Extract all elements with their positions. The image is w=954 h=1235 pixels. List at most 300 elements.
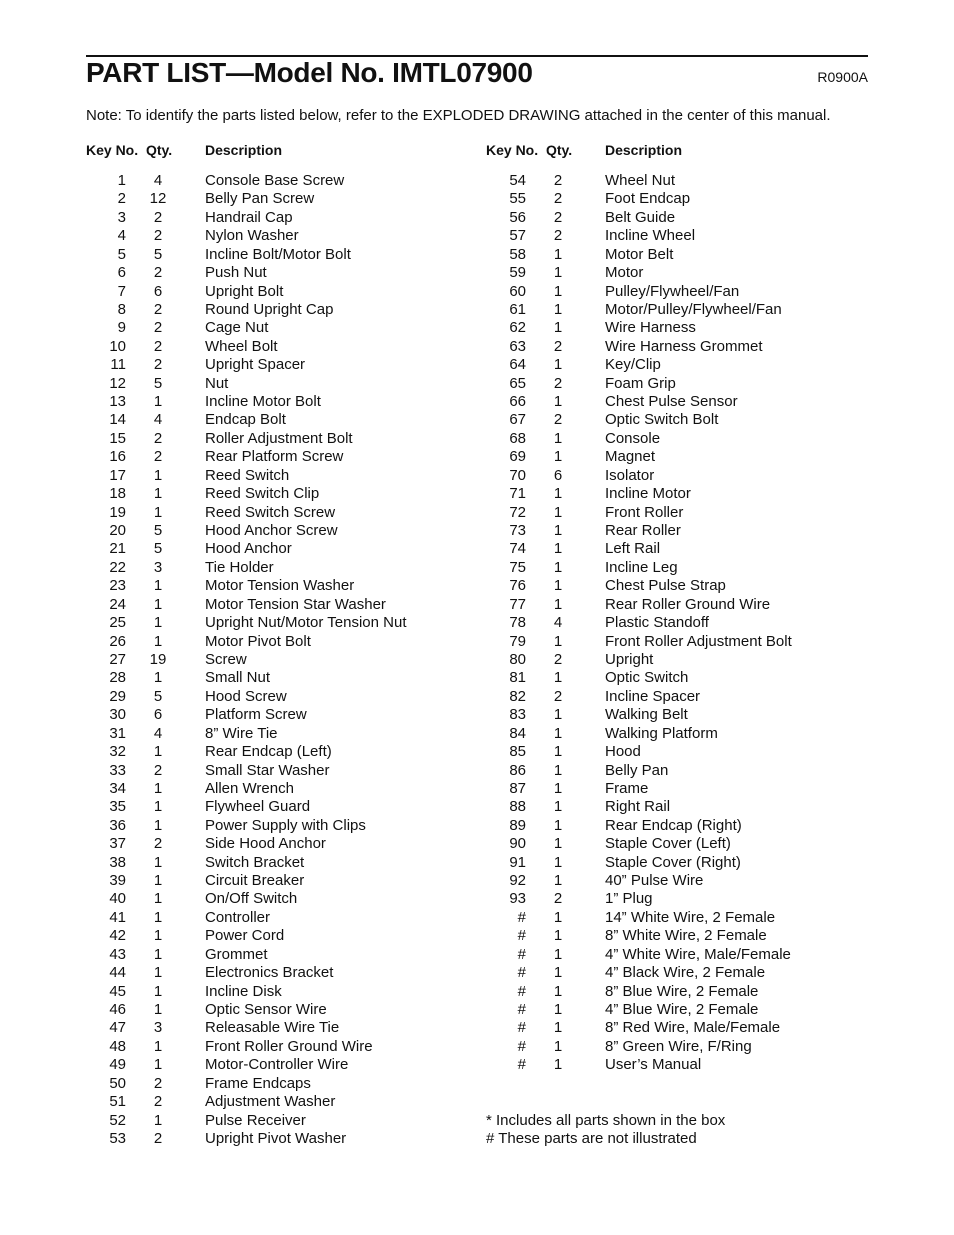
part-description: 4” Blue Wire, 2 Female [605,1000,759,1018]
part-key-no: # [517,945,526,963]
part-row [86,430,466,448]
part-key-no: 71 [509,485,526,503]
part-row [486,835,866,853]
part-description: Electronics Bracket [205,964,334,982]
part-description: Walking Belt [605,706,688,724]
header-qty: Qty. [546,142,573,158]
part-description: Upright Pivot Washer [205,1129,347,1147]
part-row [86,375,466,393]
part-description: Walking Platform [605,724,718,742]
part-qty: 2 [153,1074,163,1092]
part-row [486,817,866,835]
part-key-no: 7 [117,282,126,300]
part-row [486,356,866,374]
part-description: Small Star Washer [205,761,330,779]
parts-column-right [486,142,866,1075]
part-row [86,411,466,429]
part-key-no: 41 [109,908,126,926]
part-key-no: 30 [109,706,126,724]
part-key-no: # [517,1000,526,1018]
part-row [486,946,866,964]
part-key-no: 49 [109,1056,126,1074]
part-qty: 1 [553,448,563,466]
part-row [86,356,466,374]
part-qty: 5 [153,374,163,392]
part-description: Side Hood Anchor [205,835,326,853]
part-qty: 1 [553,1056,563,1074]
part-qty: 4 [153,724,163,742]
part-qty: 1 [553,264,563,282]
part-qty: 1 [153,798,163,816]
part-qty: 1 [553,300,563,318]
part-key-no: 53 [109,1129,126,1147]
part-key-no: 3 [117,208,126,226]
part-key-no: 9 [117,319,126,337]
header-key-no: Key No. [486,142,539,158]
part-key-no: 21 [109,540,126,558]
part-description: Chest Pulse Sensor [605,393,738,411]
part-row [86,854,466,872]
part-row [486,577,866,595]
part-description: Hood Screw [205,687,287,705]
part-description: 8” Green Wire, F/Ring [605,1037,752,1055]
part-qty: 1 [153,908,163,926]
part-qty: 1 [553,945,563,963]
part-key-no: 92 [509,872,526,890]
part-qty: 1 [553,724,563,742]
part-description: 40” Pulse Wire [605,872,704,890]
part-row [86,540,466,558]
part-row [486,1001,866,1019]
part-qty: 1 [553,319,563,337]
part-key-no: 78 [509,614,526,632]
part-key-no: 58 [509,245,526,263]
part-description: Key/Clip [605,356,661,374]
part-qty: 1 [553,816,563,834]
part-key-no: 14 [109,411,126,429]
part-key-no: 50 [109,1074,126,1092]
part-description: Nylon Washer [205,227,299,245]
part-row [86,522,466,540]
part-description: Pulse Receiver [205,1111,306,1129]
part-qty: 1 [153,779,163,797]
part-qty: 1 [153,466,163,484]
part-description: Motor [605,264,644,282]
part-key-no: 33 [109,761,126,779]
part-description: Rear Endcap (Right) [605,816,742,834]
part-key-no: 84 [509,724,526,742]
header-qty: Qty. [146,142,173,158]
part-description: Motor-Controller Wire [205,1056,349,1074]
part-qty: 5 [153,540,163,558]
part-row [86,983,466,1001]
part-row [86,559,466,577]
part-key-no: # [517,982,526,1000]
part-description: Optic Sensor Wire [205,1000,327,1018]
part-description: Upright Spacer [205,356,306,374]
part-qty: 2 [153,337,163,355]
part-row [86,1130,466,1148]
part-qty: 1 [553,964,563,982]
part-description: Cage Nut [205,319,269,337]
part-key-no: 81 [509,669,526,687]
part-row [486,411,866,429]
part-key-no: 80 [509,650,526,668]
part-qty: 5 [153,522,163,540]
part-qty: 1 [153,743,163,761]
part-description: Incline Wheel [605,227,696,245]
part-key-no: 77 [509,595,526,613]
part-key-no: 32 [109,743,126,761]
part-description: Wheel Nut [605,172,676,189]
part-description: Rear Platform Screw [205,448,344,466]
part-key-no: 52 [109,1111,126,1129]
part-description: Front Roller Ground Wire [205,1037,373,1055]
column-header [486,142,866,164]
part-qty: 19 [149,650,167,668]
part-key-no: 45 [109,982,126,1000]
part-row [486,854,866,872]
part-qty: 2 [553,337,563,355]
part-description: User’s Manual [605,1056,702,1074]
part-row [86,706,466,724]
part-row [86,633,466,651]
part-key-no: 63 [509,337,526,355]
part-description: Rear Roller Ground Wire [605,595,771,613]
part-row [86,467,466,485]
part-key-no: 1 [117,172,126,189]
part-row [86,246,466,264]
part-qty: 2 [153,429,163,447]
part-qty: 4 [153,411,163,429]
part-key-no: 23 [109,577,126,595]
part-description: Console Base Screw [205,172,345,189]
part-qty: 1 [153,853,163,871]
part-row [486,614,866,632]
part-description: Front Roller [605,503,684,521]
part-key-no: 47 [109,1019,126,1037]
part-row [86,190,466,208]
part-description: Push Nut [205,264,267,282]
part-key-no: 29 [109,687,126,705]
part-description: Grommet [205,945,268,963]
part-description: Rear Roller [605,522,681,540]
part-key-no: 27 [109,650,126,668]
part-key-no: 57 [509,227,526,245]
part-row [86,725,466,743]
part-key-no: 36 [109,816,126,834]
part-description: Hood Anchor [205,540,292,558]
part-row [86,872,466,890]
part-row [486,375,866,393]
part-key-no: # [517,1019,526,1037]
part-description: Motor Tension Washer [205,577,355,595]
part-key-no: 66 [509,393,526,411]
part-row [86,227,466,245]
part-qty: 1 [553,522,563,540]
part-key-no: 37 [109,835,126,853]
part-description: Upright [605,650,654,668]
part-row [86,927,466,945]
part-key-no: 28 [109,669,126,687]
part-qty: 2 [553,227,563,245]
part-qty: 4 [553,614,563,632]
part-qty: 1 [553,761,563,779]
part-row [86,798,466,816]
part-key-no: 68 [509,429,526,447]
footnote-box-parts: * Includes all parts shown in the box [486,1112,726,1129]
part-key-no: 4 [117,227,126,245]
instruction-note: Note: To identify the parts listed below, refer to the EXPLODED DRAWING attached in the center of this manual. [86,107,831,124]
part-qty: 1 [153,964,163,982]
part-qty: 1 [553,393,563,411]
part-row [86,1112,466,1130]
part-key-no: 13 [109,393,126,411]
part-description: Nut [205,374,229,392]
part-row [486,283,866,301]
part-qty: 1 [553,595,563,613]
part-qty: 1 [553,835,563,853]
part-description: Motor/Pulley/Flywheel/Fan [605,300,782,318]
part-row [486,669,866,687]
part-qty: 2 [153,835,163,853]
part-description: Plastic Standoff [605,614,709,632]
part-key-no: 76 [509,577,526,595]
part-qty: 2 [553,687,563,705]
column-header [86,142,466,164]
part-qty: 2 [153,227,163,245]
part-row [86,762,466,780]
part-description: 4” White Wire, Male/Female [605,945,791,963]
part-description: Magnet [605,448,656,466]
part-qty: 2 [153,1093,163,1111]
part-key-no: # [517,964,526,982]
part-key-no: 19 [109,503,126,521]
part-description: Staple Cover (Left) [605,835,731,853]
part-row [86,1056,466,1074]
part-description: Incline Motor Bolt [205,393,321,411]
part-description: Motor Belt [605,245,674,263]
part-key-no: 70 [509,466,526,484]
part-qty: 1 [553,485,563,503]
part-description: Switch Bracket [205,853,305,871]
part-qty: 1 [153,669,163,687]
part-row [86,743,466,761]
part-key-no: 54 [509,172,526,189]
part-key-no: 5 [117,245,126,263]
part-row [86,393,466,411]
part-row [486,596,866,614]
part-description: Round Upright Cap [205,300,334,318]
part-description: Foot Endcap [605,190,691,208]
part-qty: 1 [553,706,563,724]
page-title: PART LIST—Model No. IMTL07900 [86,57,533,88]
part-key-no: 2 [117,190,126,208]
part-row [86,1038,466,1056]
part-row [86,614,466,632]
part-row [486,1056,866,1074]
part-description: Allen Wrench [205,779,294,797]
part-qty: 1 [553,632,563,650]
part-row [486,227,866,245]
part-key-no: 83 [509,706,526,724]
part-key-no: 18 [109,485,126,503]
part-description: Wire Harness Grommet [605,337,763,355]
part-key-no: 87 [509,779,526,797]
part-key-no: 88 [509,798,526,816]
part-key-no: # [517,1037,526,1055]
header-key-no: Key No. [86,142,139,158]
part-qty: 1 [553,282,563,300]
part-qty: 2 [153,761,163,779]
part-description: Pulley/Flywheel/Fan [605,282,740,300]
part-description: Incline Spacer [605,687,701,705]
part-qty: 1 [553,669,563,687]
part-qty: 1 [553,1019,563,1037]
part-qty: 1 [553,558,563,576]
part-qty: 2 [153,1129,163,1147]
part-description: Upright Bolt [205,282,284,300]
part-qty: 1 [553,429,563,447]
part-row [486,246,866,264]
part-key-no: # [517,927,526,945]
part-row [486,522,866,540]
part-key-no: 20 [109,522,126,540]
part-qty: 1 [553,908,563,926]
part-row [86,485,466,503]
part-key-no: 39 [109,872,126,890]
part-key-no: 69 [509,448,526,466]
part-row [86,909,466,927]
part-row [86,209,466,227]
part-qty: 1 [553,853,563,871]
part-qty: 1 [553,743,563,761]
part-row [486,301,866,319]
part-qty: 1 [153,485,163,503]
part-row [486,780,866,798]
part-key-no: 74 [509,540,526,558]
part-qty: 2 [153,208,163,226]
part-key-no: 12 [109,374,126,392]
part-qty: 1 [553,1037,563,1055]
part-qty: 6 [153,706,163,724]
part-qty: 1 [553,503,563,521]
part-key-no: 86 [509,761,526,779]
document-code: R0900A [817,69,868,85]
part-qty: 5 [153,687,163,705]
part-row [86,780,466,798]
part-qty: 4 [153,172,163,189]
part-qty: 2 [153,264,163,282]
part-description: Small Nut [205,669,271,687]
part-qty: 1 [153,945,163,963]
part-qty: 2 [153,356,163,374]
part-description: 8” Blue Wire, 2 Female [605,982,759,1000]
part-qty: 1 [153,890,163,908]
part-description: Belly Pan Screw [205,190,315,208]
part-description: 4” Black Wire, 2 Female [605,964,766,982]
part-key-no: 22 [109,558,126,576]
part-row [486,448,866,466]
part-qty: 1 [153,614,163,632]
part-row [486,725,866,743]
part-key-no: 65 [509,374,526,392]
part-qty: 1 [153,1056,163,1074]
part-description: Hood [605,743,641,761]
part-qty: 6 [553,466,563,484]
part-key-no: 75 [509,558,526,576]
part-row [486,909,866,927]
part-description: Reed Switch [205,466,290,484]
part-description: Belly Pan [605,761,669,779]
part-row [86,577,466,595]
part-row [486,540,866,558]
part-row [86,301,466,319]
part-description: Motor Pivot Bolt [205,632,311,650]
part-row [86,264,466,282]
part-row [486,983,866,1001]
part-qty: 2 [553,374,563,392]
part-qty: 1 [553,798,563,816]
part-row [86,1093,466,1111]
part-qty: 1 [553,982,563,1000]
part-qty: 2 [153,300,163,318]
part-description: Left Rail [605,540,661,558]
part-row [486,633,866,651]
part-description: Staple Cover (Right) [605,853,741,871]
part-description: Wheel Bolt [205,337,278,355]
part-row [486,264,866,282]
part-row [86,688,466,706]
part-row [86,1075,466,1093]
part-qty: 1 [153,577,163,595]
part-row [86,172,466,190]
part-key-no: 64 [509,356,526,374]
part-key-no: 43 [109,945,126,963]
part-description: 1” Plug [605,890,653,908]
part-description: Tie Holder [205,558,274,576]
part-description: Circuit Breaker [205,872,305,890]
part-description: Optic Switch Bolt [605,411,719,429]
part-description: Roller Adjustment Bolt [205,429,353,447]
part-key-no: 42 [109,927,126,945]
part-description: Power Cord [205,927,285,945]
part-row [486,172,866,190]
part-row [486,190,866,208]
part-description: Platform Screw [205,706,307,724]
parts-list-right [486,172,866,1075]
part-row [86,596,466,614]
part-qty: 1 [153,393,163,411]
part-row [486,1038,866,1056]
part-row [486,319,866,337]
parts-column-left [86,142,466,1148]
part-row [486,706,866,724]
part-key-no: 25 [109,614,126,632]
part-qty: 1 [153,1111,163,1129]
part-qty: 2 [553,411,563,429]
part-description: On/Off Switch [205,890,298,908]
parts-list-left [86,172,466,1148]
part-description: Reed Switch Clip [205,485,320,503]
part-description: Handrail Cap [205,208,293,226]
part-key-no: 62 [509,319,526,337]
part-qty: 1 [553,356,563,374]
part-qty: 5 [153,245,163,263]
part-qty: 1 [553,872,563,890]
part-row [486,964,866,982]
part-description: Incline Leg [605,558,678,576]
